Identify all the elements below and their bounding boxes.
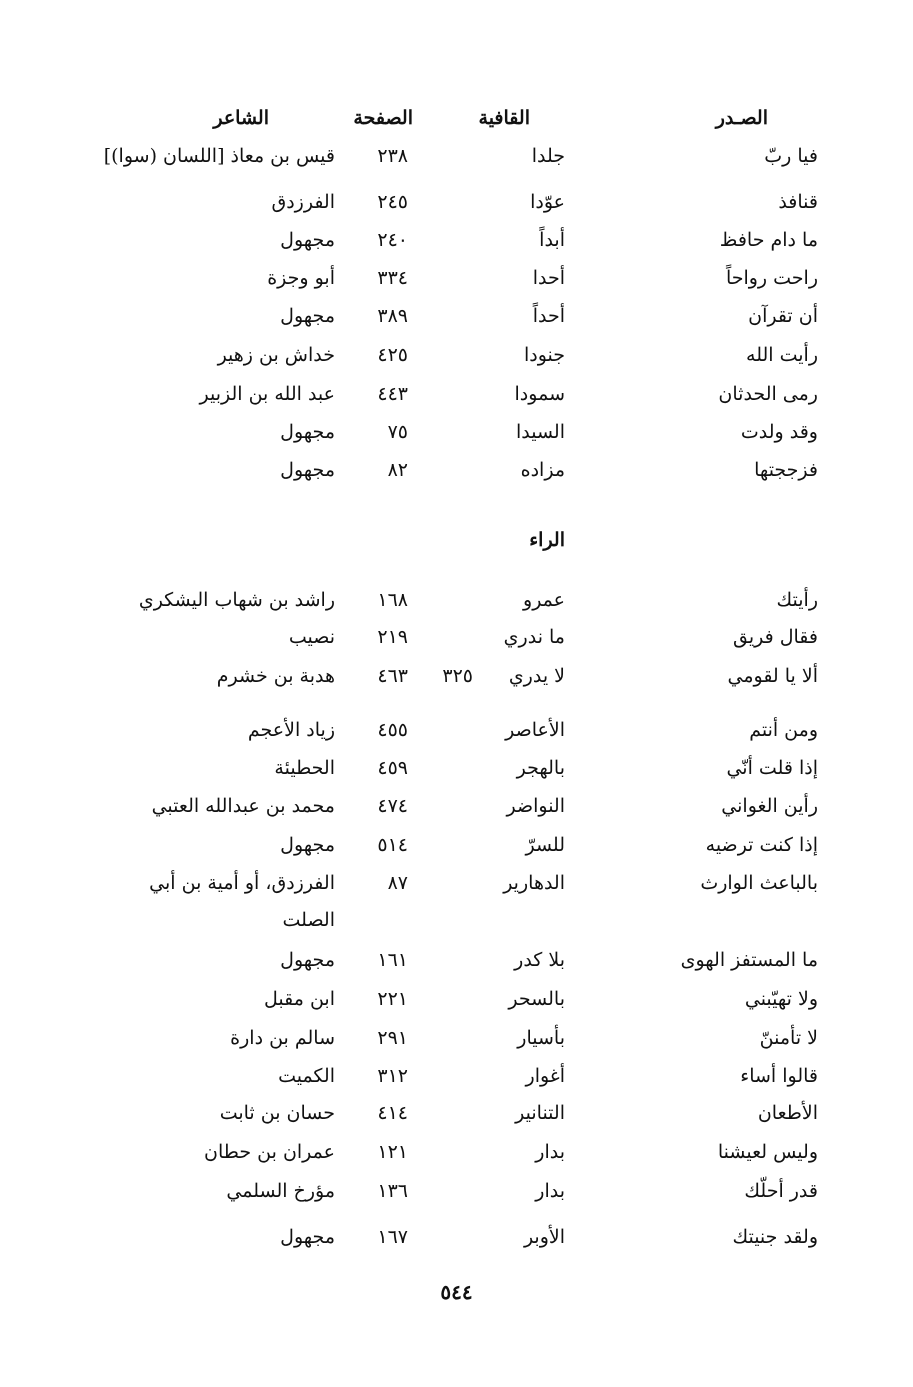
sadr-cell: رأين الغواني <box>721 795 818 817</box>
poet-continuation: الصلت <box>282 909 335 931</box>
poet-cell: محمد بن عبدالله العتبي <box>151 795 335 817</box>
page-cell: ٢١٩ <box>377 626 408 648</box>
sadr-cell: ومن أنتم <box>749 719 818 741</box>
table-row <box>0 790 913 826</box>
sadr-cell: لا تأمننّ <box>759 1027 818 1049</box>
sadr-cell: أن تقرآن <box>748 305 818 327</box>
qafiya-cell: بالهجر <box>516 757 565 779</box>
poet-cell: مجهول <box>280 305 335 327</box>
page-cell: ٧٥ <box>387 421 408 443</box>
section-title: الراء <box>529 529 565 551</box>
table-row <box>0 416 913 452</box>
page-cell: ٤٤٣ <box>377 383 408 405</box>
table-row <box>0 378 913 414</box>
page-cell-extra: ٣٢٥ <box>442 665 473 687</box>
table-row <box>0 983 913 1019</box>
table-row <box>0 339 913 375</box>
poet-cell: الفرزدق <box>271 191 335 213</box>
qafiya-cell: عمرو <box>523 589 565 611</box>
qafiya-cell: بدار <box>535 1141 565 1163</box>
sadr-cell: وقد ولدت <box>740 421 818 443</box>
poet-cell: مجهول <box>280 949 335 971</box>
table-row <box>0 714 913 750</box>
sadr-cell: ما دام حافظ <box>719 229 818 251</box>
page-cell: ١٦٧ <box>377 1226 408 1248</box>
qafiya-cell: جنودا <box>523 344 565 366</box>
table-row <box>0 140 913 176</box>
table-row <box>0 584 913 620</box>
table-row <box>0 752 913 788</box>
sadr-cell: راحت رواحاً <box>725 267 818 289</box>
qafiya-cell: بلا كدر <box>514 949 565 971</box>
sadr-cell: ولقد جنيتك <box>732 1226 818 1248</box>
table-row <box>0 660 913 696</box>
table-row <box>0 300 913 336</box>
sadr-cell: قالوا أساء <box>740 1065 818 1087</box>
table-row <box>0 867 913 903</box>
qafiya-cell: بدار <box>535 1180 565 1202</box>
qafiya-cell: للسرّ <box>525 834 565 856</box>
page-cell: ٤٥٩ <box>377 757 408 779</box>
poet-cell: أبو وجزة <box>267 267 335 289</box>
table-row <box>0 944 913 980</box>
qafiya-cell: مزاده <box>520 459 565 481</box>
qafiya-cell: أبداً <box>539 229 565 251</box>
page-cell: ٥١٤ <box>377 834 408 856</box>
sadr-cell: بالباعث الوارث <box>700 872 818 894</box>
sadr-cell: رأيت الله <box>746 344 818 366</box>
qafiya-cell: بأسيار <box>517 1027 565 1049</box>
qafiya-cell: سمودا <box>514 383 565 405</box>
page-cell: ٤٢٥ <box>377 344 408 366</box>
poet-cell: حسان بن ثابت <box>219 1102 335 1124</box>
poet-cell: مجهول <box>280 834 335 856</box>
header-sadr: الصـدر <box>715 107 768 129</box>
page-cell: ١٦١ <box>377 949 408 971</box>
qafiya-cell: أحداً <box>532 305 565 327</box>
poet-cell: خداش بن زهير <box>217 344 335 366</box>
table-row <box>0 1221 913 1257</box>
qafiya-cell: ما ندري <box>503 626 565 648</box>
poet-cell: الكميت <box>278 1065 335 1087</box>
header-page: الصفحة <box>353 107 413 129</box>
sadr-cell: فيا ربّ <box>764 145 818 167</box>
sadr-cell: ولا تهيّبني <box>744 988 818 1010</box>
page-cell: ٤٦٣ <box>377 665 408 687</box>
page-cell: ٣١٢ <box>377 1065 408 1087</box>
poet-cell: مجهول <box>280 459 335 481</box>
page-cell: ١٣٦ <box>377 1180 408 1202</box>
qafiya-cell: الأعاصر <box>505 719 565 741</box>
page-cell: ١٦٨ <box>377 589 408 611</box>
qafiya-cell: الدهارير <box>503 872 565 894</box>
table-header <box>0 102 913 138</box>
page-cell: ٣٨٩ <box>377 305 408 327</box>
qafiya-cell: النواضر <box>506 795 565 817</box>
sadr-cell: رمى الحدثان <box>718 383 818 405</box>
qafiya-cell: أحدا <box>532 267 565 289</box>
qafiya-cell: الأوبر <box>523 1226 565 1248</box>
sadr-cell: ألا يا لقومي <box>727 665 818 687</box>
sadr-cell: ما المستفز الهوى <box>680 949 818 971</box>
sadr-cell: إذا قلت أنّي <box>726 757 818 779</box>
poet-cell: قيس بن معاذ [اللسان (سوا)] <box>103 145 335 167</box>
poet-cell: ابن مقبل <box>264 988 335 1010</box>
poet-cell: عمران بن حطان <box>204 1141 335 1163</box>
qafiya-cell: التنانير <box>515 1102 565 1124</box>
poet-cell: راشد بن شهاب اليشكري <box>138 589 335 611</box>
table-row <box>0 262 913 298</box>
page-cell: ٢٩١ <box>377 1027 408 1049</box>
table-row <box>0 1022 913 1058</box>
table-row <box>0 186 913 222</box>
qafiya-cell: السيدا <box>515 421 565 443</box>
sadr-cell: وليس لعيشنا <box>717 1141 818 1163</box>
sadr-cell: قدر أحلّك <box>744 1180 818 1202</box>
qafiya-cell: عوّدا <box>530 191 565 213</box>
poet-cell: سالم بن دارة <box>230 1027 335 1049</box>
poet-cell: الحطيئة <box>274 757 335 779</box>
page-cell: ٢٣٨ <box>377 145 408 167</box>
table-row <box>0 454 913 490</box>
table-row <box>0 1136 913 1172</box>
poet-cell: مجهول <box>280 421 335 443</box>
sadr-cell: إذا كنت ترضيه <box>705 834 818 856</box>
page-cell: ٤٥٥ <box>377 719 408 741</box>
page-cell: ١٢١ <box>377 1141 408 1163</box>
page-cell: ٣٣٤ <box>377 267 408 289</box>
poet-cell: عبد الله بن الزبير <box>199 383 335 405</box>
header-qafiya: القافية <box>478 107 530 129</box>
table-row <box>0 621 913 657</box>
qafiya-cell: لا يدري <box>508 665 565 687</box>
poet-cell: زياد الأعجم <box>247 719 335 741</box>
sadr-cell: الأطعان <box>757 1102 818 1124</box>
poet-cell: مجهول <box>280 229 335 251</box>
page-number: ٥٤٤ <box>440 1280 473 1304</box>
page-cell: ٢٤٥ <box>377 191 408 213</box>
poet-cell: نصيب <box>288 626 335 648</box>
page-cell: ٢٢١ <box>377 988 408 1010</box>
table-row <box>0 224 913 260</box>
sadr-cell: فقال فريق <box>732 626 818 648</box>
poet-cell: مؤرخ السلمي <box>226 1180 335 1202</box>
poet-cell: مجهول <box>280 1226 335 1248</box>
table-row <box>0 829 913 865</box>
page-cell: ٨٢ <box>387 459 408 481</box>
page-cell: ٨٧ <box>387 872 408 894</box>
sadr-cell: رأيتك <box>776 589 818 611</box>
page-cell: ٢٤٠ <box>377 229 408 251</box>
table-row <box>0 1175 913 1211</box>
poet-cell: هدبة بن خشرم <box>216 665 335 687</box>
qafiya-cell: جلدا <box>531 145 565 167</box>
table-row <box>0 1060 913 1096</box>
table-row <box>0 1097 913 1133</box>
sadr-cell: قنافذ <box>778 191 818 213</box>
page-cell: ٤٧٤ <box>377 795 408 817</box>
qafiya-cell: أغوار <box>525 1065 565 1087</box>
header-poet: الشاعر <box>213 107 269 129</box>
poet-cell: الفرزدق، أو أمية بن أبي <box>149 872 335 894</box>
page-cell: ٤١٤ <box>377 1102 408 1124</box>
sadr-cell: فزججتها <box>754 459 818 481</box>
qafiya-cell: بالسحر <box>508 988 565 1010</box>
